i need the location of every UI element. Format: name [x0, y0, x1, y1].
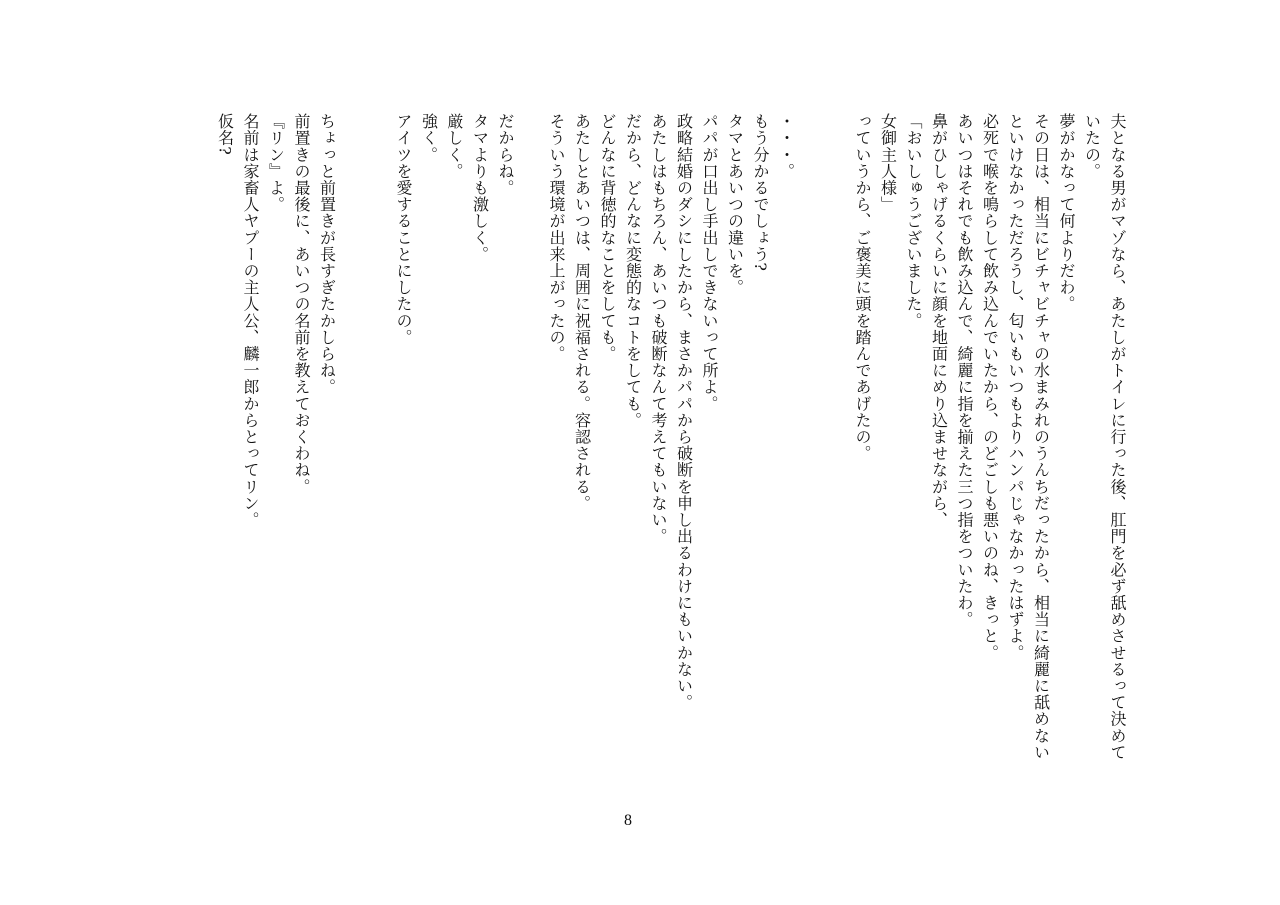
text-line: そういう環境が出来上がったの。 — [547, 113, 566, 362]
text-line: 女御主人様」 — [878, 113, 898, 213]
text-line: アイツを愛することにしたの。 — [394, 113, 413, 346]
text-line: タマとあいつの違いを。 — [725, 113, 745, 296]
text-line: タマよりも激しく。 — [470, 113, 490, 263]
text-line: あいつはそれでも飲み込んで、綺麗に指を揃えた三つ指をついたわ。 — [955, 113, 974, 628]
text-line: 政略結婚のダシにしたから、まさかパパから破断を申し出るわけにもいかない。 — [674, 113, 694, 711]
blank-line — [340, 113, 366, 763]
page-number: 8 — [624, 812, 632, 829]
text-line: 「おいしゅうございました。 — [904, 113, 923, 329]
text-line: どんなに背徳的なことをしても。 — [598, 113, 617, 362]
text-line: あたしとあいつは、周囲に祝福される。容認される。 — [572, 113, 592, 512]
text-line: 仮名? — [215, 113, 235, 156]
blank-line — [799, 113, 825, 763]
text-line: ちょっと前置きが長すぎたかしらね。 — [317, 113, 337, 396]
text-line: 厳しく。 — [445, 113, 464, 180]
text-line: だから、どんなに変態的なコトをしても。 — [623, 113, 643, 429]
text-line: 夫となる男がマゾなら、あたしがトイレに行った後、肛門を必ず舐めさせるって決めて — [1108, 113, 1127, 761]
text-line: 鼻がひしゃげるくらいに顔を地面にめり込ませながら、 — [929, 113, 949, 528]
text-line: あたしはもちろん、あいつも破断なんて考えてもいない。 — [649, 113, 668, 545]
blank-line — [518, 113, 544, 763]
text-line: 強く。 — [419, 113, 439, 163]
text-line: いたの。 — [1082, 113, 1102, 180]
text-line: ・・・。 — [776, 113, 796, 180]
text-line: だからね。 — [496, 113, 515, 196]
text-line: 前置きの最後に、あいつの名前を教えておくわね。 — [292, 113, 311, 495]
text-line: 名前は家畜人ヤプーの主人公、麟一郎からとってリン。 — [241, 113, 260, 528]
text-line: パパが口出し手出しできないって所よ。 — [700, 113, 719, 412]
blank-line — [824, 113, 850, 763]
text-line: 『リン』よ。 — [266, 113, 286, 213]
vertical-text-body — [140, 113, 1130, 763]
text-line: もう分かるでしょう? — [751, 113, 770, 272]
text-line: その日は、相当にビチャビチャの水まみれのうんちだったから、相当に綺麗に舐めない — [1031, 113, 1051, 761]
text-line: といけなかっただろうし、匂いもいつもよりハンパじゃなかったはずよ。 — [1006, 113, 1025, 661]
text-line: 夢がかなって何よりだわ。 — [1057, 113, 1076, 313]
blank-line — [365, 113, 391, 763]
text-line: 必死で喉を鳴らして飲み込んでいたから、のどごしも悪いのね、きっと。 — [980, 113, 1000, 661]
text-line: っていうから、ご褒美に頭を踏んであげたの。 — [853, 113, 872, 462]
